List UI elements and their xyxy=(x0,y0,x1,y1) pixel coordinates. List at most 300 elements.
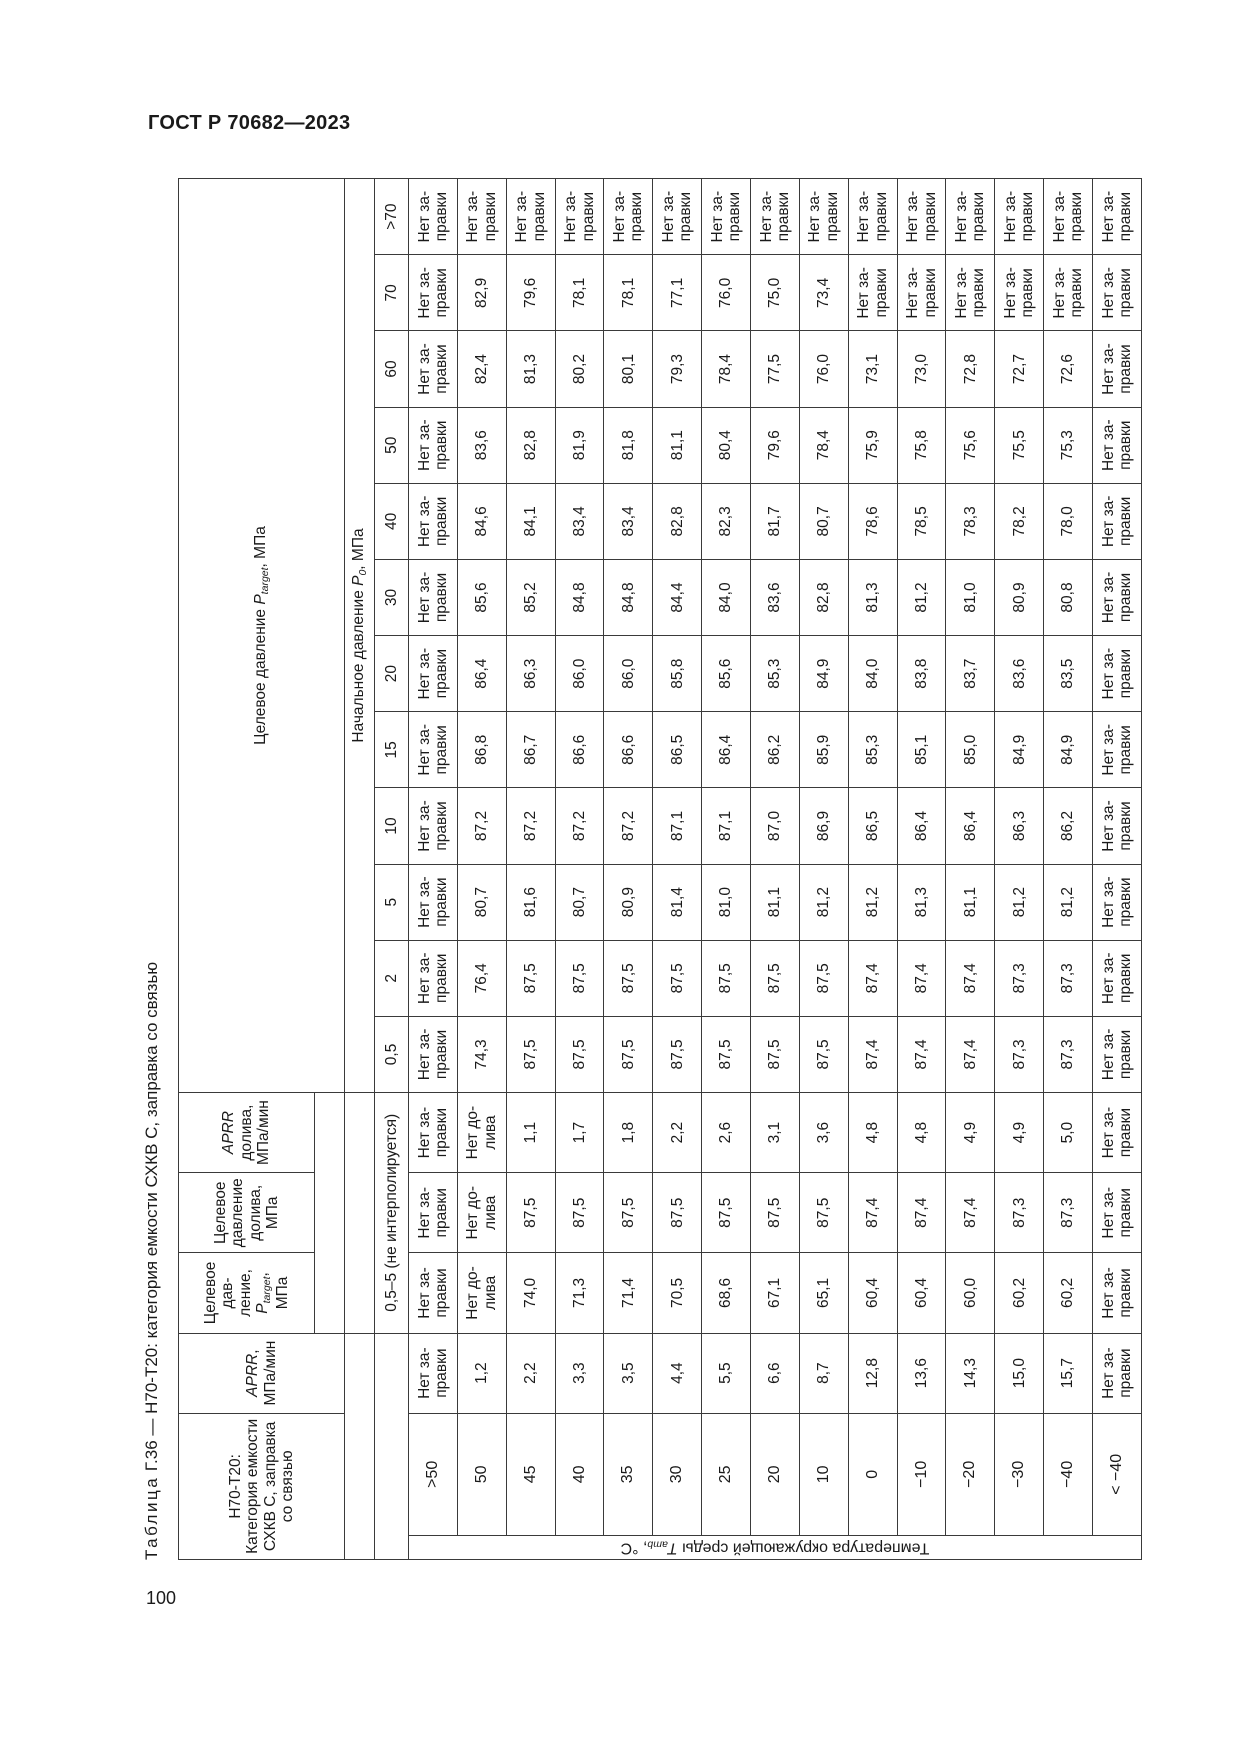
pressure-value-cell: 86,5 xyxy=(848,788,897,864)
pressure-value-cell: 75,3 xyxy=(1044,407,1093,483)
pressure-value-cell: 78,1 xyxy=(555,255,604,331)
aprr-topoff-cell: 5,0 xyxy=(1044,1093,1093,1173)
pressure-value-cell: Нет за-правки xyxy=(1093,788,1142,864)
aprr-cell: 14,3 xyxy=(946,1333,995,1413)
aprr-topoff-cell: Нет до-лива xyxy=(457,1093,506,1173)
aprr-cell: 6,6 xyxy=(751,1333,800,1413)
pressure-value-cell: 87,4 xyxy=(946,1016,995,1092)
pressure-value-cell: 87,4 xyxy=(897,1016,946,1092)
temperature-cell: −30 xyxy=(995,1413,1044,1535)
target-pressure-topoff-cell: 87,5 xyxy=(702,1173,751,1253)
pressure-value-cell: 80,7 xyxy=(799,483,848,559)
pressure-value-cell: 80,1 xyxy=(604,331,653,407)
table-row xyxy=(799,179,848,1560)
pressure-value-cell: 84,9 xyxy=(1044,712,1093,788)
range-note-header xyxy=(345,1093,375,1334)
pressure-value-cell: 87,3 xyxy=(1044,1016,1093,1092)
aprr-topoff-cell: Нет за-правки xyxy=(409,1093,458,1173)
corner-header: H70-T20: Категория емкости СХКВ С, заправка со связью xyxy=(179,1413,345,1559)
p0-value-header: >70 xyxy=(375,179,409,255)
caption-text: Г.36 — H70-T20: категория емкости СХКВ С, заправка со связью xyxy=(142,961,161,1472)
table-row xyxy=(848,179,897,1560)
pressure-value-cell: 75,6 xyxy=(946,407,995,483)
refueling-table xyxy=(178,178,1142,1560)
pressure-value-cell: 85,6 xyxy=(457,559,506,635)
temperature-cell: 25 xyxy=(702,1413,751,1535)
pressure-value-cell: 86,2 xyxy=(751,712,800,788)
target-pressure-topoff-cell: 87,5 xyxy=(751,1173,800,1253)
table-caption xyxy=(142,962,162,1560)
pressure-value-cell: 87,5 xyxy=(702,1016,751,1092)
table-row xyxy=(506,179,555,1560)
pressure-value-cell: 83,7 xyxy=(946,636,995,712)
temperature-cell: −10 xyxy=(897,1413,946,1535)
pressure-value-cell: 81,0 xyxy=(702,864,751,940)
pressure-value-cell: 85,8 xyxy=(653,636,702,712)
pressure-value-cell: 81,3 xyxy=(897,864,946,940)
target-pressure-topoff-cell: 87,5 xyxy=(555,1173,604,1253)
pressure-value-cell: Нет за-правки xyxy=(409,483,458,559)
ptarget-cell: 60,4 xyxy=(897,1253,946,1333)
pressure-value-cell: 80,8 xyxy=(1044,559,1093,635)
pressure-value-cell: 82,8 xyxy=(506,407,555,483)
pressure-value-cell: 85,2 xyxy=(506,559,555,635)
ptarget-cell: 60,4 xyxy=(848,1253,897,1333)
temperature-cell: >50 xyxy=(409,1413,458,1535)
pressure-value-cell: 79,3 xyxy=(653,331,702,407)
pressure-value-cell: 86,3 xyxy=(506,636,555,712)
p0-value-header: 0,5 xyxy=(375,1016,409,1092)
pressure-value-cell: 84,8 xyxy=(555,559,604,635)
aprr-topoff-cell: 4,9 xyxy=(995,1093,1044,1173)
p0-value-header: 10 xyxy=(375,788,409,864)
temperature-cell: 50 xyxy=(457,1413,506,1535)
pressure-value-cell: 87,5 xyxy=(555,1016,604,1092)
empty-header-cell xyxy=(345,1333,375,1559)
ptarget-cell: 60,2 xyxy=(995,1253,1044,1333)
pressure-value-cell: Нет за-правки xyxy=(1093,331,1142,407)
ptarget-cell: 71,4 xyxy=(604,1253,653,1333)
target-pressure-topoff-cell: 87,3 xyxy=(995,1173,1044,1253)
aprr-topoff-cell: 3,6 xyxy=(799,1093,848,1173)
target-pressure-topoff-cell: 87,5 xyxy=(506,1173,555,1253)
rotated-table-wrapper xyxy=(178,178,1142,1560)
aprr-topoff-cell: 1,8 xyxy=(604,1093,653,1173)
pressure-value-cell: 73,0 xyxy=(897,331,946,407)
pressure-value-cell: Нет за-правки xyxy=(409,407,458,483)
pressure-value-cell: Нет за-правки xyxy=(1093,1016,1142,1092)
pressure-value-cell: 83,4 xyxy=(555,483,604,559)
pressure-value-cell: 72,8 xyxy=(946,331,995,407)
p0-value-header: 60 xyxy=(375,331,409,407)
pressure-value-cell: 82,4 xyxy=(457,331,506,407)
pressure-value-cell: 82,3 xyxy=(702,483,751,559)
pressure-value-cell: Нет за-правки xyxy=(457,179,506,255)
pressure-value-cell: 87,3 xyxy=(1044,940,1093,1016)
aprr-topoff-cell: 4,9 xyxy=(946,1093,995,1173)
page-number: 100 xyxy=(146,1588,177,1608)
ptarget-cell: 70,5 xyxy=(653,1253,702,1333)
table-row xyxy=(555,179,604,1560)
pressure-value-cell: 87,0 xyxy=(751,788,800,864)
pressure-value-cell: 86,7 xyxy=(506,712,555,788)
pressure-value-cell: 73,1 xyxy=(848,331,897,407)
pressure-value-cell: 76,4 xyxy=(457,940,506,1016)
pressure-value-cell: Нет за-правки xyxy=(409,636,458,712)
pressure-value-cell: 87,5 xyxy=(751,1016,800,1092)
table-row xyxy=(409,179,458,1560)
pressure-value-cell: 87,2 xyxy=(506,788,555,864)
pressure-value-cell: Нет за-правки xyxy=(409,712,458,788)
table-body xyxy=(409,179,1142,1560)
ptarget-cell: Нет за-правки xyxy=(1093,1253,1142,1333)
pressure-value-cell: 86,4 xyxy=(702,712,751,788)
aprr-cell: 3,3 xyxy=(555,1333,604,1413)
pressure-value-cell: 87,5 xyxy=(653,940,702,1016)
ambient-temperature-label: Температура окружающей среды $T_{amb}$, °C xyxy=(409,1535,1142,1559)
temperature-cell: 0 xyxy=(848,1413,897,1535)
pressure-value-cell: 78,5 xyxy=(897,483,946,559)
pressure-value-cell: 81,1 xyxy=(946,864,995,940)
pressure-value-cell: 84,8 xyxy=(604,559,653,635)
pressure-value-cell: 78,2 xyxy=(995,483,1044,559)
pressure-value-cell: 84,4 xyxy=(653,559,702,635)
pressure-value-cell: 87,5 xyxy=(799,940,848,1016)
target-pressure-topoff-cell: Нет до-лива xyxy=(457,1173,506,1253)
temperature-cell: 35 xyxy=(604,1413,653,1535)
pressure-value-cell: 87,5 xyxy=(799,1016,848,1092)
pressure-value-cell: Нет за-правки xyxy=(995,179,1044,255)
pressure-value-cell: Нет за-правки xyxy=(897,255,946,331)
table-row xyxy=(653,179,702,1560)
table-row xyxy=(751,179,800,1560)
pressure-value-cell: 81,1 xyxy=(751,864,800,940)
pressure-value-cell: 84,0 xyxy=(702,559,751,635)
pressure-value-cell: 76,0 xyxy=(702,255,751,331)
p0-value-header: 30 xyxy=(375,559,409,635)
pressure-value-cell: 81,1 xyxy=(653,407,702,483)
ptarget-cell: 60,0 xyxy=(946,1253,995,1333)
ptarget-cell: 74,0 xyxy=(506,1253,555,1333)
table-row xyxy=(995,179,1044,1560)
pressure-value-cell: 86,4 xyxy=(457,636,506,712)
pressure-value-cell: 83,8 xyxy=(897,636,946,712)
pressure-value-cell: Нет за-правки xyxy=(799,179,848,255)
pressure-value-cell: Нет за-правки xyxy=(409,559,458,635)
pressure-value-cell: Нет за-правки xyxy=(1093,940,1142,1016)
pressure-value-cell: 74,3 xyxy=(457,1016,506,1092)
pressure-value-cell: 87,5 xyxy=(506,1016,555,1092)
pressure-value-cell: 83,6 xyxy=(457,407,506,483)
table-row xyxy=(457,179,506,1560)
target-pressure-topoff-cell: 87,5 xyxy=(799,1173,848,1253)
pressure-value-cell: 85,1 xyxy=(897,712,946,788)
pressure-value-cell: 86,2 xyxy=(1044,788,1093,864)
pressure-value-cell: 84,9 xyxy=(799,636,848,712)
pressure-value-cell: 87,4 xyxy=(848,1016,897,1092)
temperature-cell: 45 xyxy=(506,1413,555,1535)
pressure-value-cell: Нет за-правки xyxy=(1093,483,1142,559)
pressure-value-cell: Нет за-правки xyxy=(848,179,897,255)
pressure-value-cell: Нет за-правки xyxy=(409,255,458,331)
aprr-cell: 12,8 xyxy=(848,1333,897,1413)
p0-value-header: 40 xyxy=(375,483,409,559)
table-row xyxy=(702,179,751,1560)
pressure-value-cell: Нет за-правки xyxy=(409,331,458,407)
pressure-value-cell: 85,3 xyxy=(751,636,800,712)
pressure-value-cell: 81,2 xyxy=(995,864,1044,940)
pressure-value-cell: 86,0 xyxy=(604,636,653,712)
pressure-value-cell: 86,8 xyxy=(457,712,506,788)
p0-value-header: 70 xyxy=(375,255,409,331)
target-pressure-group-header: Целевое давление $P_{target}$, МПа xyxy=(179,179,345,1093)
pressure-value-cell: 77,5 xyxy=(751,331,800,407)
pressure-value-cell: 87,4 xyxy=(946,940,995,1016)
temperature-cell: 40 xyxy=(555,1413,604,1535)
pressure-value-cell: Нет за-правки xyxy=(1044,255,1093,331)
pressure-value-cell: 87,5 xyxy=(604,940,653,1016)
pressure-value-cell: 86,4 xyxy=(897,788,946,864)
target-pressure-topoff-cell: Нет за-правки xyxy=(409,1173,458,1253)
pressure-value-cell: 72,7 xyxy=(995,331,1044,407)
initial-pressure-header: Начальное давление $P_0$, МПа xyxy=(345,179,375,1093)
ptarget-cell: 71,3 xyxy=(555,1253,604,1333)
range-note: 0,5–5 (не интерполируется) xyxy=(375,1093,409,1334)
ptarget-cell: 60,2 xyxy=(1044,1253,1093,1333)
pressure-value-cell: 78,6 xyxy=(848,483,897,559)
table-row xyxy=(946,179,995,1560)
pressure-value-cell: 77,1 xyxy=(653,255,702,331)
pressure-value-cell: 86,3 xyxy=(995,788,1044,864)
aprr-cell: 15,7 xyxy=(1044,1333,1093,1413)
pressure-value-cell: 86,9 xyxy=(799,788,848,864)
aprr-cell: 13,6 xyxy=(897,1333,946,1413)
pressure-value-cell: 72,6 xyxy=(1044,331,1093,407)
empty-header-cell xyxy=(375,1333,409,1559)
temperature-cell: −20 xyxy=(946,1413,995,1535)
target-pressure-topoff-header: Целевое давление долива, МПа xyxy=(179,1173,315,1253)
pressure-value-cell: 82,8 xyxy=(653,483,702,559)
pressure-value-cell: 81,3 xyxy=(848,559,897,635)
pressure-value-cell: Нет за-правки xyxy=(995,255,1044,331)
table-row xyxy=(1093,179,1142,1560)
target-pressure-topoff-cell: 87,5 xyxy=(604,1173,653,1253)
pressure-value-cell: 80,9 xyxy=(604,864,653,940)
pressure-value-cell: Нет за-правки xyxy=(1093,559,1142,635)
pressure-value-cell: 81,2 xyxy=(1044,864,1093,940)
pressure-value-cell: 85,6 xyxy=(702,636,751,712)
pressure-value-cell: 81,9 xyxy=(555,407,604,483)
ptarget-cell: 67,1 xyxy=(751,1253,800,1333)
pressure-value-cell: 85,0 xyxy=(946,712,995,788)
pressure-value-cell: 86,0 xyxy=(555,636,604,712)
pressure-value-cell: 75,9 xyxy=(848,407,897,483)
pressure-value-cell: 87,4 xyxy=(848,940,897,1016)
aprr-topoff-cell: 1,1 xyxy=(506,1093,555,1173)
pressure-value-cell: 85,3 xyxy=(848,712,897,788)
pressure-value-cell: Нет за-правки xyxy=(409,179,458,255)
temperature-cell: 10 xyxy=(799,1413,848,1535)
pressure-value-cell: Нет за-правки xyxy=(653,179,702,255)
document-header: ГОСТ Р 70682—2023 xyxy=(148,112,351,134)
pressure-value-cell: Нет за-правки xyxy=(946,255,995,331)
pressure-value-cell: 87,1 xyxy=(653,788,702,864)
pressure-value-cell: 73,4 xyxy=(799,255,848,331)
pressure-value-cell: 81,8 xyxy=(604,407,653,483)
aprr-cell: 2,2 xyxy=(506,1333,555,1413)
pressure-value-cell: 81,2 xyxy=(799,864,848,940)
aprr-cell: 1,2 xyxy=(457,1333,506,1413)
pressure-value-cell: Нет за-правки xyxy=(506,179,555,255)
pressure-value-cell: 86,5 xyxy=(653,712,702,788)
pressure-value-cell: 79,6 xyxy=(751,407,800,483)
pressure-value-cell: 84,9 xyxy=(995,712,1044,788)
pressure-value-cell: 81,4 xyxy=(653,864,702,940)
pressure-value-cell: 80,7 xyxy=(457,864,506,940)
ptarget-header: Целевое дав-ление, $P_{target}$, МПа xyxy=(179,1253,315,1333)
pressure-value-cell: 87,2 xyxy=(555,788,604,864)
p0-value-header: 15 xyxy=(375,712,409,788)
pressure-value-cell: Нет за-правки xyxy=(555,179,604,255)
temperature-cell: 20 xyxy=(751,1413,800,1535)
ptarget-cell: Нет за-правки xyxy=(409,1253,458,1333)
aprr-topoff-cell: 1,7 xyxy=(555,1093,604,1173)
pressure-value-cell: Нет за-правки xyxy=(409,1016,458,1092)
pressure-value-cell: Нет за-правки xyxy=(1093,407,1142,483)
pressure-value-cell: Нет за-правки xyxy=(848,255,897,331)
table-row xyxy=(1044,179,1093,1560)
pressure-value-cell: 87,4 xyxy=(897,940,946,1016)
pressure-value-cell: 82,8 xyxy=(799,559,848,635)
pressure-value-cell: 84,0 xyxy=(848,636,897,712)
pressure-value-cell: 78,0 xyxy=(1044,483,1093,559)
pressure-value-cell: 87,1 xyxy=(702,788,751,864)
pressure-value-cell: 80,9 xyxy=(995,559,1044,635)
pressure-value-cell: Нет за-правки xyxy=(1044,179,1093,255)
pressure-value-cell: Нет за-правки xyxy=(1093,636,1142,712)
table-row xyxy=(604,179,653,1560)
table-row xyxy=(897,179,946,1560)
target-pressure-topoff-cell: 87,4 xyxy=(848,1173,897,1253)
pressure-value-cell: 81,3 xyxy=(506,331,555,407)
pressure-value-cell: 81,0 xyxy=(946,559,995,635)
target-pressure-topoff-cell: 87,3 xyxy=(1044,1173,1093,1253)
p0-value-header: 5 xyxy=(375,864,409,940)
aprr-topoff-cell: Нет за-правки xyxy=(1093,1093,1142,1173)
aprr-header: APRR, МПа/мин xyxy=(179,1333,345,1413)
target-pressure-topoff-cell: 87,4 xyxy=(946,1173,995,1253)
empty-header-cell xyxy=(315,1093,345,1334)
aprr-cell: 4,4 xyxy=(653,1333,702,1413)
aprr-topoff-cell: 4,8 xyxy=(897,1093,946,1173)
pressure-value-cell: Нет за-правки xyxy=(604,179,653,255)
pressure-value-cell: Нет за-правки xyxy=(897,179,946,255)
pressure-value-cell: Нет за-правки xyxy=(1093,864,1142,940)
target-pressure-topoff-cell: Нет за-правки xyxy=(1093,1173,1142,1253)
pressure-value-cell: 75,0 xyxy=(751,255,800,331)
pressure-value-cell: 78,4 xyxy=(702,331,751,407)
aprr-topoff-cell: 2,6 xyxy=(702,1093,751,1173)
pressure-value-cell: 78,4 xyxy=(799,407,848,483)
p0-value-header: 50 xyxy=(375,407,409,483)
pressure-value-cell: 83,5 xyxy=(1044,636,1093,712)
aprr-topoff-header: APRR долива, МПа/мин xyxy=(179,1093,315,1173)
pressure-value-cell: 87,5 xyxy=(653,1016,702,1092)
aprr-topoff-cell: 2,2 xyxy=(653,1093,702,1173)
pressure-value-cell: 86,6 xyxy=(604,712,653,788)
pressure-value-cell: 86,4 xyxy=(946,788,995,864)
aprr-topoff-cell: 4,8 xyxy=(848,1093,897,1173)
pressure-value-cell: 81,7 xyxy=(751,483,800,559)
aprr-cell: Нет за-правки xyxy=(1093,1333,1142,1413)
aprr-cell: 8,7 xyxy=(799,1333,848,1413)
temperature-cell: 30 xyxy=(653,1413,702,1535)
aprr-cell: 3,5 xyxy=(604,1333,653,1413)
aprr-cell: 15,0 xyxy=(995,1333,1044,1413)
pressure-value-cell: Нет за-правки xyxy=(409,940,458,1016)
pressure-value-cell: 86,6 xyxy=(555,712,604,788)
pressure-value-cell: 87,5 xyxy=(751,940,800,1016)
pressure-value-cell: 80,2 xyxy=(555,331,604,407)
p0-value-header: 20 xyxy=(375,636,409,712)
pressure-value-cell: Нет за-правки xyxy=(1093,255,1142,331)
pressure-value-cell: 82,9 xyxy=(457,255,506,331)
target-pressure-topoff-cell: 87,5 xyxy=(653,1173,702,1253)
pressure-value-cell: Нет за-правки xyxy=(702,179,751,255)
pressure-value-cell: 84,1 xyxy=(506,483,555,559)
pressure-value-cell: 81,6 xyxy=(506,864,555,940)
pressure-value-cell: 81,2 xyxy=(897,559,946,635)
pressure-value-cell: Нет за-правки xyxy=(409,788,458,864)
pressure-value-cell: 87,5 xyxy=(506,940,555,1016)
ptarget-cell: 68,6 xyxy=(702,1253,751,1333)
pressure-value-cell: 80,4 xyxy=(702,407,751,483)
pressure-value-cell: 75,5 xyxy=(995,407,1044,483)
ptarget-cell: 65,1 xyxy=(799,1253,848,1333)
pressure-value-cell: 78,3 xyxy=(946,483,995,559)
pressure-value-cell: 87,5 xyxy=(702,940,751,1016)
pressure-value-cell: Нет за-правки xyxy=(946,179,995,255)
temperature-cell: < −40 xyxy=(1093,1413,1142,1535)
pressure-value-cell: Нет за-правки xyxy=(1093,179,1142,255)
pressure-value-cell: 81,2 xyxy=(848,864,897,940)
pressure-value-cell: 78,1 xyxy=(604,255,653,331)
pressure-value-cell: 87,3 xyxy=(995,1016,1044,1092)
aprr-cell: 5,5 xyxy=(702,1333,751,1413)
temperature-cell: −40 xyxy=(1044,1413,1093,1535)
ptarget-cell: Нет до-лива xyxy=(457,1253,506,1333)
pressure-value-cell: Нет за-правки xyxy=(751,179,800,255)
pressure-value-cell: 87,5 xyxy=(555,940,604,1016)
pressure-value-cell: 76,0 xyxy=(799,331,848,407)
pressure-value-cell: 83,6 xyxy=(995,636,1044,712)
pressure-value-cell: 79,6 xyxy=(506,255,555,331)
pressure-value-cell: 87,5 xyxy=(604,1016,653,1092)
pressure-value-cell: 84,6 xyxy=(457,483,506,559)
pressure-value-cell: Нет за-правки xyxy=(409,864,458,940)
pressure-value-cell: 87,3 xyxy=(995,940,1044,1016)
pressure-value-cell: 75,8 xyxy=(897,407,946,483)
pressure-value-cell: 85,9 xyxy=(799,712,848,788)
pressure-value-cell: 83,4 xyxy=(604,483,653,559)
pressure-value-cell: 87,2 xyxy=(457,788,506,864)
aprr-topoff-cell: 3,1 xyxy=(751,1093,800,1173)
pressure-value-cell: 83,6 xyxy=(751,559,800,635)
caption-prefix: Таблица xyxy=(142,1475,161,1560)
p0-value-header: 2 xyxy=(375,940,409,1016)
pressure-value-cell: 87,2 xyxy=(604,788,653,864)
aprr-cell: Нет за-правки xyxy=(409,1333,458,1413)
